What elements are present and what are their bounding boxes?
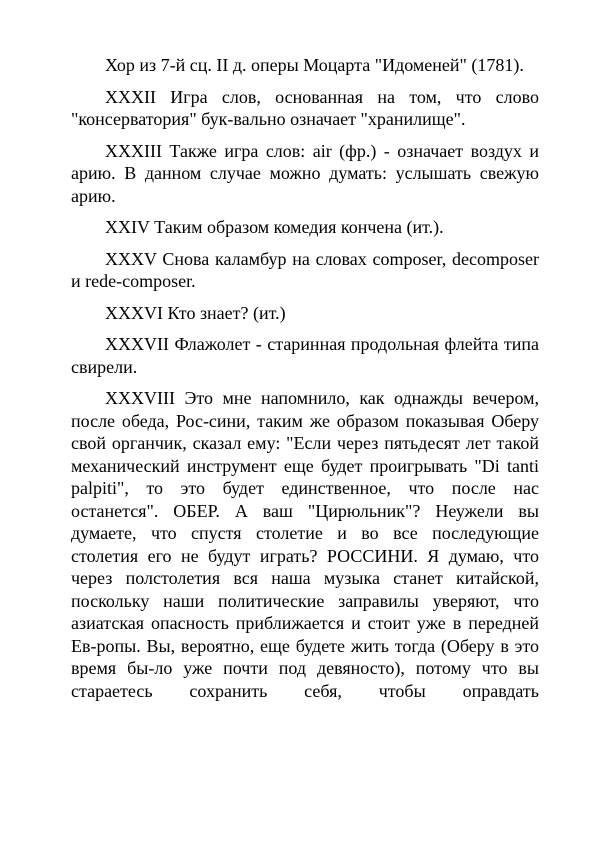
paragraph-note-xxxvii: XXXVII Флажолет - старинная продольная флейта типа свирели. — [71, 334, 539, 377]
paragraph-note-xxxii: XXXII Игра слов, основанная на том, что слово "консерватория" бук-вально означает "хранилище". — [71, 86, 539, 129]
paragraph-note-xxxviii: XXXVIII Это мне напомнило, как однажды вечером, после обеда, Рос-сини, таким же образом показывая Оберу свой органчик, сказал ему: "Если через пятьдесят лет такой механический инструмент еще будет проигрывать "Di tanti palpiti", то это будет единственное, что после нас останется". ОБЕР. А ваш "Цирюльник"? Неужели вы думаете, что спустя столетие и во все последующие столетия его не будут играть? РОССИНИ. Я думаю, что через полстолетия вся наша музыка станет китайской, поскольку наши политические заправилы уверяют, что азиатская опасность приближается и стоит уже в передней Ев-ропы. Вы, вероятно, еще будете жить тогда (Оберу в это время бы-ло уже почти под девяносто), потому что вы стараетесь сохранить себя, чтобы оправдать — [71, 388, 539, 701]
paragraph-note-xxiv: XXIV Таким образом комедия кончена (ит.). — [105, 217, 444, 237]
paragraph-idomeneo-note: Хор из 7-й сц. II д. оперы Моцарта "Идоменей" (1781). — [105, 55, 524, 75]
paragraph-note-xxxvi: XXXVI Кто знает? (ит.) — [105, 302, 286, 323]
document-page — [71, 54, 539, 702]
paragraph-note-xxxiii: XXXIII Также игра слов: air (фр.) - означает воздух и арию. В данном случае можно думать: услышать свежую арию. — [71, 140, 539, 206]
paragraph-note-xxxv: XXXV Снова каламбур на словах composer, decomposer и rede-composer. — [71, 248, 539, 291]
